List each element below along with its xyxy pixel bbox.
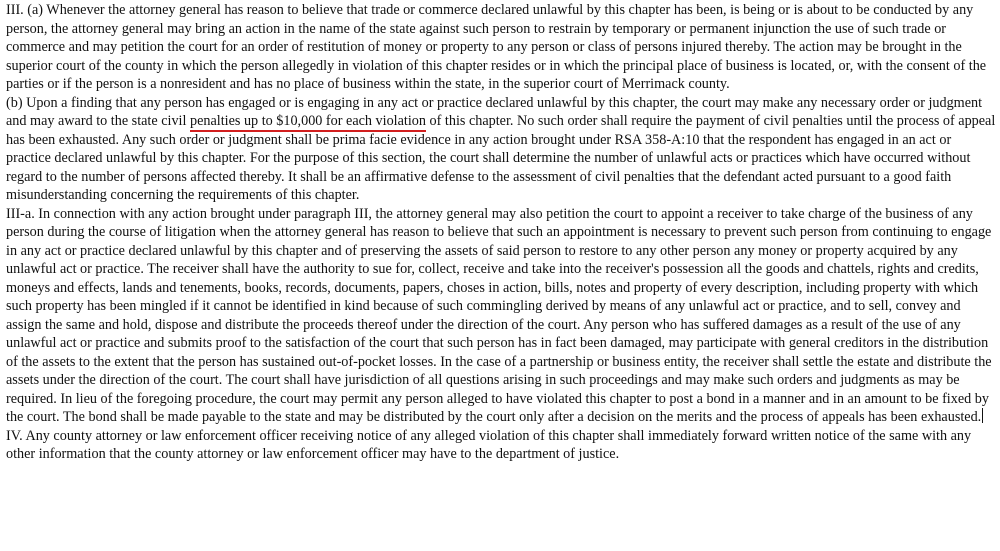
paragraph-III-b-rest: of this chapter. No such order shall require the payment of civil penalties until the process of appeal has been exhausted. Any such order or judgment shall be prima facie evidence in any action brought under RSA 358-A:10 that the respondent has engaged in an act or practice declared unlawful by this chapter. For the purpose of this section, the court shall determine the number of unlawful acts or practices which have occurred without regard to the number of persons affected thereby. It shall be an affirmative defense to the assessment of civil penalties that the defendant acted pursuant to a good faith misunderstanding concerning the requirements of this chapter. xyxy=(6,113,996,203)
paragraph-III-b xyxy=(6,94,996,205)
statute-document xyxy=(6,1,996,464)
paragraph-IV: IV. Any county attorney or law enforcement officer receiving notice of any alleged violation of this chapter shall immediately forward written notice of the same with any other information that the county attorney or law enforcement officer may have to the department of justice. xyxy=(6,427,972,462)
paragraph-III-a: III. (a) Whenever the attorney general has reason to believe that trade or commerce declared unlawful by this chapter has been, is being or is about to be conducted by any person, the attorney general may bring an action in the name of the state against such person to restrain by temporary or permanent injunction the use of such trade or commerce and may petition the court for an order of restitution of money or property to any person or class of persons injured thereby. The action may be brought in the superior court of the county in which the person allegedly in violation of this chapter resides or in which the principal place of business is located, or, with the consent of the parties or if the person is a nonresident and has no place of business within the state, in the superior court of Merrimack county. xyxy=(6,2,987,92)
penalty-underline-highlight: penalties up to $10,000 for each violation xyxy=(190,113,426,132)
paragraph-III-b-lead: (b) Upon a finding that any person has engaged or is engaging in any act or practice declared unlawful by this chapter, the court may make any necessary order or judgment and may award to the state civil xyxy=(6,94,983,129)
text-cursor xyxy=(982,408,983,423)
paragraph-III-a-receiver-text: III-a. In connection with any action brought under paragraph III, the attorney general may also petition the court to appoint a receiver to take charge of the business of any person during the course of litigation when the attorney general has reason to believe that such an appointment is necessary to prevent such person from continuing to engage in any act or practice declared unlawful by this chapter and of preserving the assets of said person to restore to any other person any money or property acquired by any unlawful act or practice. The receiver shall have the authority to sue for, collect, receive and take into the receiver's possession all the goods and chattels, rights and credits, moneys and effects, lands and tenements, books, records, documents, papers, choses in action, bills, notes and property of every description, including property with which such property has been mingled if it cannot be identified in kind because of such commingling derived by means of any unlawful act or practice, and to sell, convey and assign the same and hold, dispose and distribute the proceeds thereof under the direction of the court. Any person who has suffered damages as a result of the use of any unlawful act or practice and submits proof to the satisfaction of the court that such person has in fact been damaged, may participate with general creditors in the distribution of the assets to the extent that the person has sustained out-of-pocket losses. In the case of a partnership or business entity, the receiver shall settle the estate and distribute the assets under the direction of the court. The court shall have jurisdiction of all questions arising in such proceedings and may make such orders and judgments as may be required. In lieu of the foregoing procedure, the court may permit any person alleged to have violated this chapter to post a bond in a manner and in an amount to be fixed by the court. The bond shall be made payable to the state and may be distributed by the court only after a decision on the merits and the process of appeals has been exhausted. xyxy=(6,205,992,425)
paragraph-III-a-receiver xyxy=(6,205,996,427)
